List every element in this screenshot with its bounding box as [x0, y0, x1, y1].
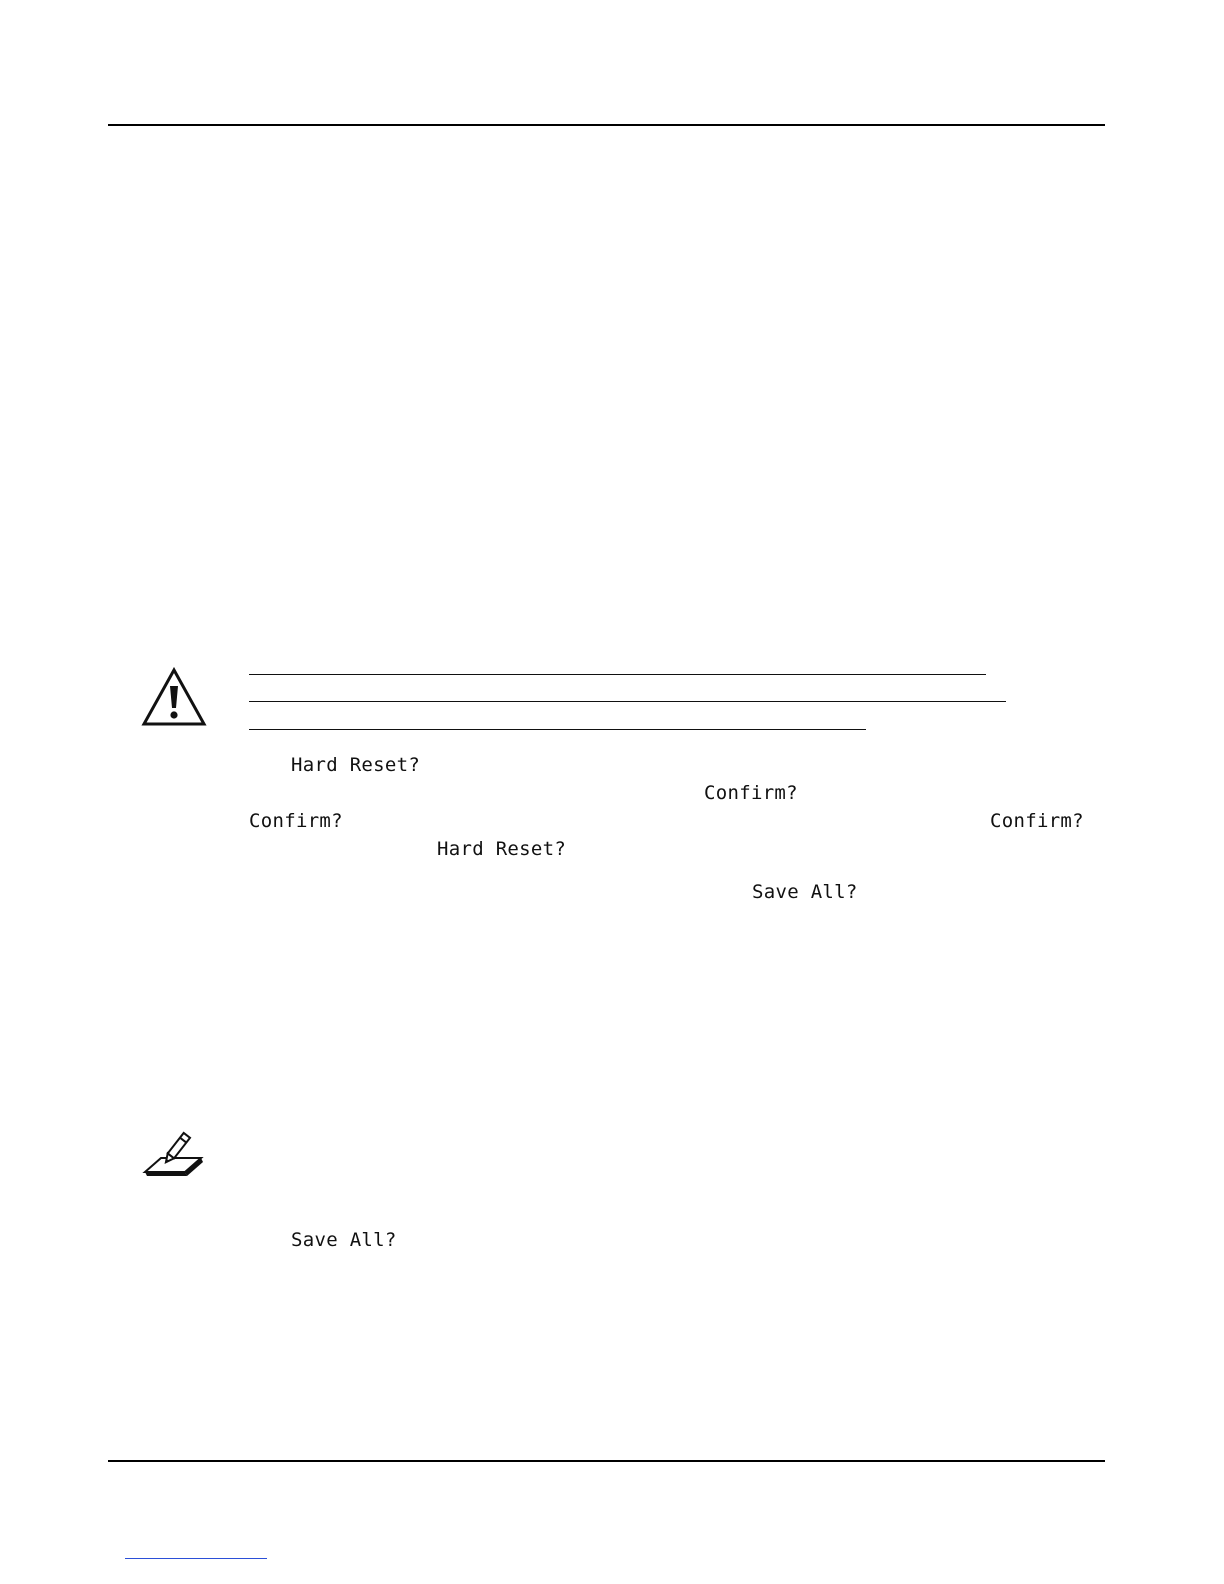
lcd-hard-reset: Hard Reset? — [291, 754, 421, 776]
footer-rule — [108, 1460, 1105, 1462]
caution-underline-1 — [249, 674, 986, 675]
note-pencil-icon — [141, 1130, 205, 1180]
header-rule — [108, 124, 1105, 126]
caution-triangle-icon — [141, 667, 207, 727]
lcd-confirm: Confirm? — [249, 810, 343, 832]
caution-underline-2 — [249, 701, 1006, 702]
lcd-save-all: Save All? — [291, 1229, 397, 1251]
lcd-hard-reset: Hard Reset? — [437, 838, 567, 860]
footer-link-underline[interactable] — [125, 1558, 267, 1559]
lcd-save-all: Save All? — [752, 881, 858, 903]
lcd-confirm: Confirm? — [990, 810, 1084, 832]
caution-underline-3 — [249, 729, 866, 730]
lcd-confirm: Confirm? — [704, 782, 798, 804]
